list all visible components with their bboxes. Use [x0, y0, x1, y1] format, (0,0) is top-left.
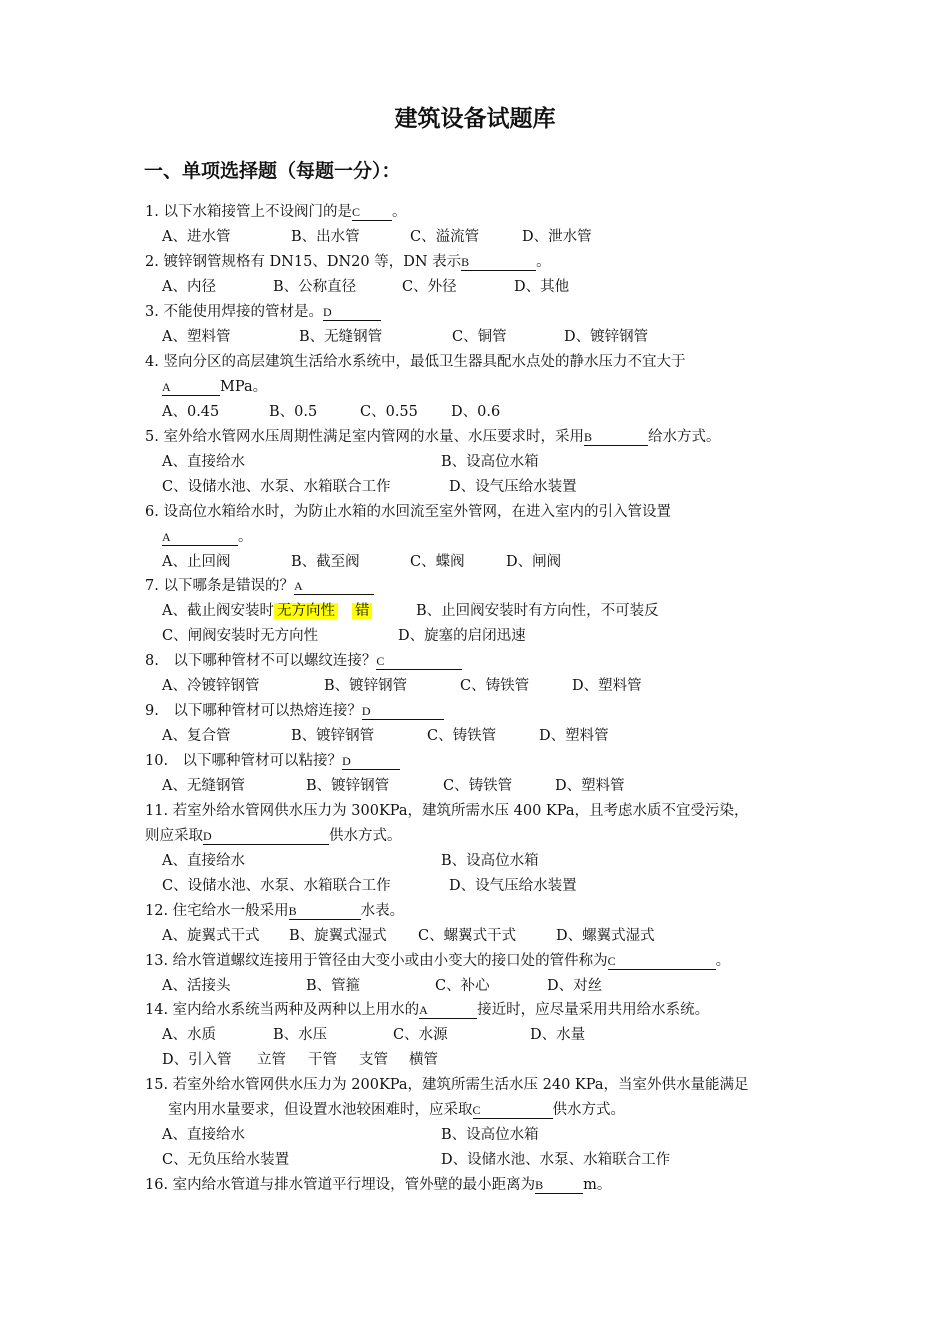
- question-suffix: 供水方式。: [329, 828, 402, 844]
- option: C、无负压给水装置: [162, 1152, 290, 1168]
- option: D、塑料管: [539, 728, 609, 744]
- question-suffix: m。: [583, 1177, 612, 1193]
- question-8: [145, 651, 462, 671]
- option: B、水压: [273, 1027, 328, 1043]
- option: D、塑料管: [555, 778, 625, 794]
- question-16: [145, 1175, 611, 1195]
- answer-blank: B: [535, 1177, 583, 1194]
- option: A、复合管: [162, 728, 231, 744]
- answer-blank: D: [203, 828, 329, 845]
- option: B、设高位水箱: [441, 853, 539, 869]
- answer-blank: A: [419, 1002, 477, 1019]
- answer-blank: A: [162, 379, 220, 396]
- option: A、直接给水: [162, 1127, 245, 1143]
- question-3: [145, 302, 381, 322]
- question-text: 5. 室外给水管网水压周期性满足室内管网的水量、水压要求时，采用: [145, 429, 584, 445]
- option: C、铸铁管: [427, 728, 497, 744]
- question-12: [145, 901, 404, 921]
- question-15-cont: [168, 1100, 625, 1120]
- question-suffix: 给水方式。: [647, 429, 721, 445]
- question-text: 4. 竖向分区的高层建筑生活给水系统中，最低卫生器具配水点处的静水压力不宜大于: [145, 354, 686, 370]
- answer-blank: A: [162, 529, 238, 546]
- answer-blank: C: [608, 953, 716, 970]
- option: B、镀锌钢管: [324, 678, 408, 694]
- option: 立管: [257, 1052, 286, 1068]
- option: [162, 601, 372, 621]
- option: C、0.55: [360, 404, 418, 420]
- option: C、闸阀安装时无方向性: [162, 628, 319, 644]
- answer-blank: A: [294, 578, 374, 595]
- question-suffix: 。: [536, 254, 551, 270]
- question-suffix: 水表。: [360, 903, 405, 919]
- question-text: 则应采取: [145, 828, 203, 844]
- section-title: 一、单项选择题（每题一分）：: [144, 160, 401, 182]
- question-13: [145, 951, 730, 971]
- question-6: [145, 502, 671, 522]
- answer-blank: B: [584, 429, 648, 446]
- option: A、水质: [162, 1027, 216, 1043]
- option: B、设高位水箱: [441, 1127, 539, 1143]
- option: C、水源: [393, 1027, 448, 1043]
- option: B、镀锌钢管: [291, 728, 375, 744]
- question-2: [145, 252, 551, 272]
- question-9: [145, 701, 444, 721]
- question-15: [145, 1075, 749, 1095]
- option: C、蝶阀: [410, 554, 465, 570]
- answer-blank: C: [352, 204, 392, 221]
- answer-blank: D: [362, 703, 444, 720]
- question-4-cont: [162, 377, 267, 397]
- question-text: 3. 不能使用焊接的管材是。: [145, 304, 323, 320]
- question-7: [145, 576, 374, 596]
- question-suffix: 接近时，应尽量采用共用给水系统。: [477, 1002, 710, 1018]
- page-title: 建筑设备试题库: [394, 106, 556, 132]
- option: B、设高位水箱: [441, 454, 539, 470]
- option: D、引入管: [162, 1052, 232, 1068]
- highlight: 错: [352, 603, 373, 619]
- question-text: 14. 室内给水系统当两种及两种以上用水的: [145, 1002, 420, 1018]
- option: B、0.5: [269, 404, 318, 420]
- highlight: 无方向性: [274, 603, 338, 619]
- question-10: [145, 751, 400, 771]
- option: A、活接头: [162, 978, 231, 994]
- option: C、设储水池、水泵、水箱联合工作: [162, 878, 391, 894]
- option: D、对丝: [547, 978, 603, 994]
- option: A、进水管: [162, 229, 231, 245]
- question-text: 12. 住宅给水一般采用: [145, 903, 289, 919]
- option: C、补心: [435, 978, 490, 994]
- question-11-cont: [145, 826, 402, 846]
- option: A、旋翼式干式: [162, 928, 260, 944]
- option: C、铜管: [452, 329, 507, 345]
- option-text: A、截止阀安装时: [162, 603, 274, 619]
- option: B、止回阀安装时有方向性，不可装反: [416, 603, 659, 619]
- question-text: 室内用水量要求，但设置水池较困难时，应采取: [168, 1102, 473, 1118]
- option: D、螺翼式湿式: [556, 928, 655, 944]
- question-text: 11. 若室外给水管网供水压力为 300KPa，建筑所需水压 400 KPa，且考虑水质不宜受污染，: [145, 803, 749, 819]
- question-5: [145, 427, 720, 447]
- option: A、止回阀: [162, 554, 231, 570]
- answer-blank: C: [473, 1102, 553, 1119]
- question-6-cont: [162, 527, 253, 547]
- option: A、冷镀锌钢管: [162, 678, 260, 694]
- option: D、闸阀: [506, 554, 562, 570]
- option: C、溢流管: [410, 229, 480, 245]
- option: D、旋塞的启闭迅速: [398, 628, 526, 644]
- question-text: 1. 以下水箱接管上不设阀门的是: [145, 204, 352, 220]
- option: D、设气压给水装置: [449, 878, 577, 894]
- question-11: [145, 801, 749, 821]
- option: B、无缝钢管: [299, 329, 383, 345]
- answer-blank: D: [323, 304, 381, 321]
- option: 干管: [308, 1052, 337, 1068]
- question-text: 15. 若室外给水管网供水压力为 200KPa，建筑所需生活水压 240 KPa，当室外供水量能满足: [145, 1077, 749, 1093]
- option: A、内径: [162, 279, 216, 295]
- option: B、公称直径: [273, 279, 357, 295]
- option: A、直接给水: [162, 454, 245, 470]
- question-text: 10. 以下哪种管材可以粘接？: [145, 753, 343, 769]
- option: A、直接给水: [162, 853, 245, 869]
- option: B、镀锌钢管: [306, 778, 390, 794]
- question-1: [145, 202, 406, 222]
- option: C、铸铁管: [460, 678, 530, 694]
- question-text: 2. 镀锌钢管规格有 DN15、DN20 等，DN 表示: [145, 254, 462, 270]
- option: A、0.45: [162, 404, 220, 420]
- option: A、无缝钢管: [162, 778, 245, 794]
- question-suffix: 。: [391, 204, 407, 220]
- answer-blank: B: [289, 903, 361, 920]
- answer-blank: D: [342, 753, 400, 770]
- answer-blank: B: [461, 254, 536, 271]
- option: B、管箍: [306, 978, 361, 994]
- option: C、铸铁管: [443, 778, 513, 794]
- question-text: 8. 以下哪种管材不可以螺纹连接？: [145, 653, 377, 669]
- option: D、镀锌钢管: [564, 329, 649, 345]
- question-text: 7. 以下哪条是错误的？: [145, 578, 294, 594]
- option: A、塑料管: [162, 329, 231, 345]
- option: C、设储水池、水泵、水箱联合工作: [162, 479, 391, 495]
- question-text: 16. 室内给水管道与排水管道平行埋设，管外壁的最小距离为: [145, 1177, 536, 1193]
- question-suffix: 供水方式。: [552, 1102, 625, 1118]
- option: B、出水管: [291, 229, 360, 245]
- option: D、其他: [514, 279, 570, 295]
- question-text: 13. 给水管道螺纹连接用于管径由大变小或由小变大的接口处的管件称为: [145, 953, 608, 969]
- question-suffix: MPa。: [220, 379, 268, 395]
- option: D、泄水管: [522, 229, 592, 245]
- answer-blank: C: [376, 653, 462, 670]
- question-text: 9. 以下哪种管材可以热熔连接？: [145, 703, 362, 719]
- option: B、截至阀: [291, 554, 360, 570]
- option: D、设储水池、水泵、水箱联合工作: [441, 1152, 671, 1168]
- question-4: [145, 352, 685, 372]
- option: 支管: [359, 1052, 388, 1068]
- question-14: [145, 1000, 709, 1020]
- question-text: 6. 设高位水箱给水时，为防止水箱的水回流至室外管网，在进入室内的引入管设置: [145, 504, 671, 520]
- question-suffix: 。: [715, 953, 731, 969]
- option: D、0.6: [451, 404, 501, 420]
- option: D、水量: [530, 1027, 586, 1043]
- option: C、外径: [402, 279, 457, 295]
- option: D、设气压给水装置: [449, 479, 577, 495]
- option: D、塑料管: [572, 678, 642, 694]
- option: C、螺翼式干式: [418, 928, 517, 944]
- option: 横管: [409, 1052, 438, 1068]
- question-suffix: 。: [238, 529, 253, 545]
- option: B、旋翼式湿式: [289, 928, 387, 944]
